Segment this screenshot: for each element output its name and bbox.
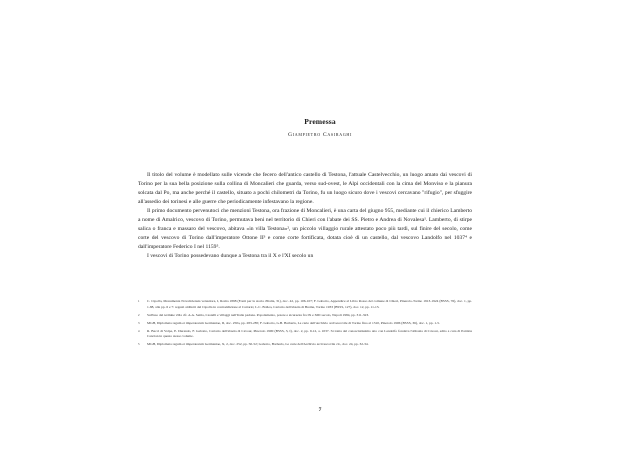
footnote-text: Sull'uso del termine villa cfr. A.A. Settia, Castelli e villaggi nell'Italia padana. Popolamento, potere e sicurezza fra IX e XIII secolo, Napoli 1984, pp. 311-323. (147, 312, 369, 317)
footnotes (138, 299, 472, 350)
footnote-number: 2 (138, 312, 140, 317)
footnote-text: MGH, Diplomata regum et imperatorum Germaniae, X, 2, doc. 252, pp. 50-52; Gabotto, Barberis, Le carte dell'Archivio arcivescovile cit., doc. 24, pp. 32-34. (147, 342, 369, 347)
main-text (138, 171, 472, 261)
footnote (138, 313, 472, 319)
chapter-author: Giampietro Casiraghi (287, 132, 353, 138)
footnote (138, 299, 472, 310)
footnote (138, 321, 472, 327)
footnote (138, 342, 472, 348)
paragraph: Il primo documento pervenutoci che menzioni Testona, ora frazione di Moncalieri, è una carta del giugno 955, mediante cui il chierico Lamberto a nome di Amalrico, vescovo di Torino, permutava beni nel territorio di Chieri con l'abate dei SS. Pietro e Andrea di Novalesa¹. Lamberto, di stirpe salica o franca e massaro del vescovo, abitava «in villa Testona»², un piccolo villaggio rurale attestato poco più tardi, sul finire del secolo, come corte del vescovo di Torino dall'imperatore Ottone II³ e come corte fortificata, dotata cioè di un castello, dal vescovo Landolfo nel 1037⁴ e dall'imperatore Federico I nel 1159⁵. (138, 208, 472, 251)
footnote-text: MGH, Diplomata regum et imperatorum Germaniae, II, doc. 250a, pp. 283-285; F. Gabotto, G.B. Barberis, Le carte dell'Archivio arcivescovile di Torino fino al 1310, Pinerolo 1906 (BSSS, 36), doc. 1, pp. 1-5. (147, 320, 440, 325)
paragraph: I vescovi di Torino possedevano dunque a Testona tra il X e l'XI secolo un (147, 253, 314, 260)
footnote-text: R. Bacci di Volpe, E. Durando, F. Gabotto, Cartario dell'abazia di Cavour, Pinerolo 1900 (BSSS, 3, I), doc. 2, pp. 9-12, a. 1037. Si tratta del conosciutissimo atto con Landolfo fondava l'abbazia di Cavour, edito a cura di Patrizia Cancian in questo stesso volume. (147, 328, 472, 339)
footnote-number: 1 (138, 299, 140, 303)
paragraph: Il titolo del volume è modellato sulle vicende che fecero dell'antico castello di Testona, l'attuale Castelvecchio, un luogo amato dai vescovi di Torino per la sua bella posizione sulla collina di Moncalieri che guarda, verso sud-ovest, le Alpi occidentali con la cima del Monviso e la pianura solcata dal Po, ma anche perché il castello, situato a pochi chilometri da Torino, fu un luogo sicuro dove i vescovi cercavano "rifugio", per sfuggire all'assedio dei torinesi e alle guerre che periodicamente infestavano la regione. (138, 172, 472, 206)
page-number: 7 (318, 407, 322, 413)
footnote-number: 5 (138, 342, 140, 347)
footnote-text: C. Cipolla, Monumenta Novaliciensia vetustiora, I, Roma 1898 (Fonti per la storia d'Italia, 31), doc. 42, pp. 106-107; F. Gabotto, Appendice al Libro Rosso del comune di Chieri, Pinerolo-Torino 1913-1924 (BSSS, 76), doc. 1, pp. 1-88, alle pp. 6 e 7: regesti aldilotti del Cipolla in contraddizione al Cartario; L.C. Bollea, Cartario dell'abazia di Breme, Torino 1933 (BSSS, 127), doc. 12, pp. 11-13. (147, 299, 472, 309)
footnote-number: 4 (138, 328, 140, 333)
footnote (138, 329, 472, 340)
footnote-number: 3 (138, 320, 140, 325)
chapter-title: Premessa (304, 117, 336, 126)
